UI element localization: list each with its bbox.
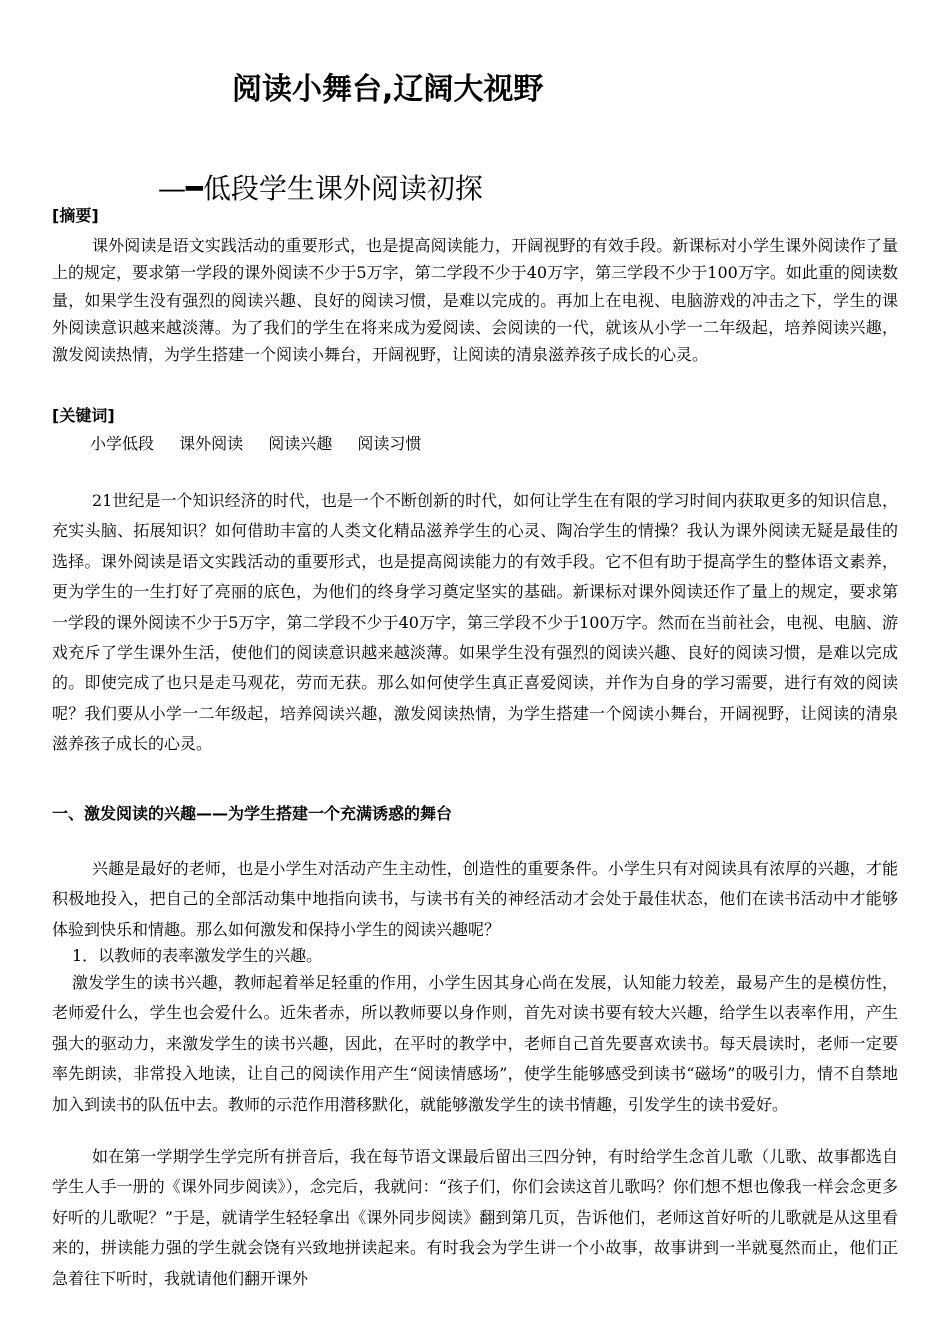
section-paragraph: 如在第一学期学生学完所有拼音后，我在每节语文课最后留出三四分钟，有时给学生念首儿歌（儿歌、故事都选自学生人手一册的《课外同步阅读》），念完后，我就问：“孩子们，你们会读这首儿歌吗？你们想不想也像我一样会念更多好听的儿歌呢？”于是，就请学生轻轻拿出《课外同步阅读》翻到第几页，告诉他们，老师这首好听的儿歌就是从这里看来的，拼读能力强的学生就会饶有兴致地拼读起来。有时我会为学生讲一个小故事，故事讲到一半就戛然而止，他们正急着往下听时，我就请他们翻开课外	[52, 1147, 898, 1288]
keyword: 阅读习惯	[357, 434, 422, 453]
abstract-label: [摘要]	[52, 206, 99, 225]
keywords-label: [关键词]	[52, 406, 115, 425]
document-subtitle: —━低段学生课外阅读初探	[158, 172, 483, 205]
keyword: 课外阅读	[179, 434, 244, 453]
abstract-text: 课外阅读是语文实践活动的重要形式，也是提高阅读能力，开阔视野的有效手段。新课标对小学生课外阅读作了量上的规定，要求第一学段的课外阅读不少于5万字，第二学段不少于40万字，第三学段不少于100万字。如此重的阅读数量，如果学生没有强烈的阅读兴趣、良好的阅读习惯，是难以完成的。再加上在电视、电脑游戏的冲击之下，学生的课外阅读意识越来越淡薄。为了我们的学生在将来成为爱阅读、会阅读的一代，就该从小学一二年级起，培养阅读兴趣，激发阅读热情，为学生搭建一个阅读小舞台，开阔视野，让阅读的清泉滋养孩子成长的心灵。	[52, 236, 898, 365]
list-item-heading: 1．以教师的表率激发学生的兴趣。	[72, 946, 323, 965]
intro-paragraph: 21世纪是一个知识经济的时代，也是一个不断创新的时代，如何让学生在有限的学习时间内获取更多的知识信息，充实头脑、拓展知识？如何借助丰富的人类文化精品滋养学生的心灵、陶冶学生的情操？我认为课外阅读无疑是最佳的选择。课外阅读是语文实践活动的重要形式，也是提高阅读能力的有效手段。它不但有助于提高学生的整体语文素养，更为学生的一生打好了亮丽的底色，为他们的终身学习奠定坚实的基础。新课标对课外阅读还作了量上的规定，要求第一学段的课外阅读不少于5万字，第二学段不少于40万字，第三学段不少于100万字。然而在当前社会，电视、电脑、游戏充斥了学生课外生活，使他们的阅读意识越来越淡薄。如果学生没有强烈的阅读兴趣、良好的阅读习惯，是难以完成的。即使完成了也只是走马观花，劳而无获。那么如何使学生真正喜爱阅读，并作为自身的学习需要，进行有效的阅读呢？我们要从小学一二年级起，培养阅读兴趣，激发阅读热情，为学生搭建一个阅读小舞台，开阔视野，让阅读的清泉滋养孩子成长的心灵。	[52, 491, 898, 754]
keywords-list	[90, 432, 441, 456]
keyword: 小学低段	[90, 434, 155, 453]
document-title: 阅读小舞台,辽阔大视野	[232, 72, 544, 107]
keyword: 阅读兴趣	[268, 434, 333, 453]
section-paragraph: 兴趣是最好的老师，也是小学生对活动产生主动性，创造性的重要条件。小学生只有对阅读具有浓厚的兴趣，才能积极地投入，把自己的全部活动集中地指向读书，与读书有关的神经活动才会处于最佳状态，他们在读书活动中才能够体验到快乐和情趣。那么如何激发和保持小学生的阅读兴趣呢？	[52, 859, 898, 939]
section-heading: 一、激发阅读的兴趣——为学生搭建一个充满诱惑的舞台	[52, 804, 453, 823]
section-paragraph: 激发学生的读书兴趣，教师起着举足轻重的作用，小学生因其身心尚在发展，认知能力较差，最易产生的是模仿性，老师爱什么，学生也会爱什么。近朱者赤，所以教师要以身作则，首先对读书要有较大兴趣，给学生以表率作用，产生强大的驱动力，来激发学生的读书兴趣，因此，在平时的教学中，老师自己首先要喜欢读书。每天晨读时，老师一定要率先朗读，非常投入地读，让自己的阅读作用产生“阅读情感场”，使学生能够感受到读书“磁场”的吸引力，情不自禁地加入到读书的队伍中去。教师的示范作用潜移默化，就能够激发学生的读书情趣，引发学生的读书爱好。	[52, 973, 898, 1114]
